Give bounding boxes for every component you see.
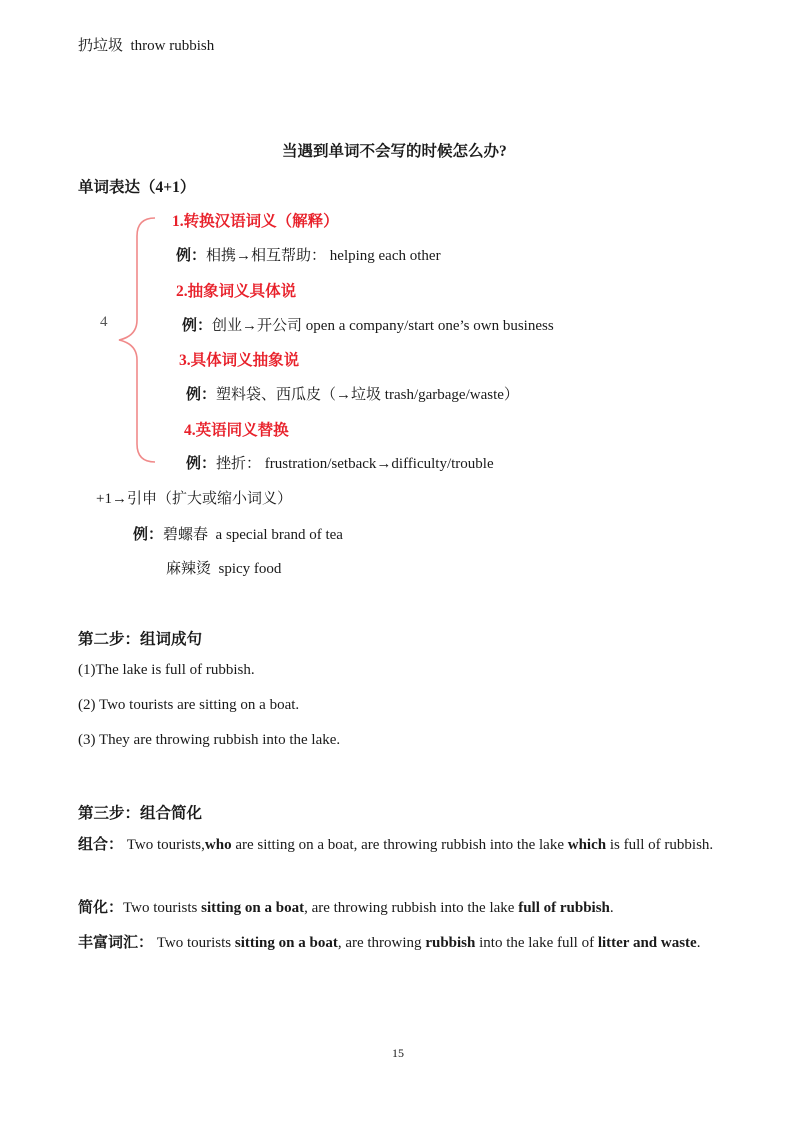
example-label: 例： (186, 387, 217, 403)
text-run: . (609, 900, 614, 916)
bold-run: sitting on a boat (234, 935, 338, 951)
example-en: frustration/setback→difficulty/trouble (264, 456, 494, 472)
enrich-label: 丰富词汇： (78, 935, 154, 951)
bold-run: rubbish (425, 935, 476, 951)
method-3-title: 3.具体词义抽象说 (179, 352, 300, 369)
example-label: 例： (186, 456, 217, 472)
step3-heading: 第三步：组合简化 (78, 805, 203, 822)
example-cn: 挫折： (216, 456, 262, 472)
simplify-label: 简化： (78, 900, 124, 916)
text-run: Two tourists (123, 900, 202, 916)
example-en: a special brand of tea (215, 527, 343, 543)
combine-paragraph (78, 831, 724, 859)
example-en: open a company/start one’s own business (305, 318, 554, 334)
method-1-example (176, 244, 441, 265)
bold-run: full of rubbish (518, 900, 610, 916)
text-run: are sitting on a boat, are throwing rubbish into the lake (231, 837, 568, 853)
example-cn: 创业→开公司 (212, 318, 303, 334)
page-title: 当遇到单词不会写的时候怎么办? (282, 143, 507, 160)
method-1-title: 1.转换汉语词义（解释） (172, 213, 339, 230)
method-4-example (186, 452, 494, 473)
text-run: Two tourists (153, 935, 235, 951)
method-3-example (186, 383, 519, 404)
step2-sentence-1: (1)The lake is full of rubbish. (78, 662, 255, 678)
top-line (78, 34, 214, 55)
step2-sentence-2: (2) Two tourists are sitting on a boat. (78, 697, 300, 713)
simplify-paragraph (78, 894, 724, 922)
extension-example-2 (166, 557, 281, 578)
bold-run: which (567, 837, 607, 853)
extension-example-1 (133, 523, 343, 544)
text-run: , are throwing rubbish into the lake (304, 900, 519, 916)
combine-label: 组合： (78, 837, 124, 853)
step2-sentence-3: (3) They are throwing rubbish into the lake. (78, 732, 341, 748)
bold-run: litter and waste (597, 935, 697, 951)
brace-label: 4 (100, 314, 108, 330)
example-cn: 碧螺春 (163, 527, 209, 543)
example-cn: 麻辣烫 (166, 561, 212, 577)
method-2-title: 2.抽象词义具体说 (176, 283, 297, 300)
example-en: spicy food (218, 561, 282, 577)
step2-heading: 第二步：组词成句 (78, 631, 203, 648)
bold-run: sitting on a boat (201, 900, 305, 916)
bold-run: who (204, 837, 232, 853)
example-label: 例： (133, 527, 164, 543)
example-label: 例： (182, 318, 213, 334)
text-run: is full of rubbish. (606, 837, 714, 853)
example-en: helping each other (329, 248, 441, 264)
example-label: 例： (176, 248, 207, 264)
top-line-en: throw rubbish (130, 38, 215, 54)
example-en: trash/garbage/waste） (384, 387, 519, 403)
text-run: Two tourists, (123, 837, 205, 853)
top-line-cn: 扔垃圾 (78, 38, 124, 54)
extension-line: +1→引申（扩大或缩小词义） (96, 491, 292, 507)
method-2-example (182, 314, 554, 335)
page-number: 15 (392, 1046, 404, 1060)
example-cn: 塑料袋、西瓜皮（→垃圾 (216, 387, 382, 403)
method-4-title: 4.英语同义替换 (184, 422, 289, 439)
word-expression-heading: 单词表达（4+1） (78, 179, 196, 196)
text-run: , are throwing (337, 935, 426, 951)
text-run: into the lake full of (475, 935, 598, 951)
example-cn: 相携→相互帮助： (206, 248, 327, 264)
text-run: . (696, 935, 701, 951)
curly-brace (115, 210, 165, 470)
enrich-paragraph (78, 929, 724, 957)
